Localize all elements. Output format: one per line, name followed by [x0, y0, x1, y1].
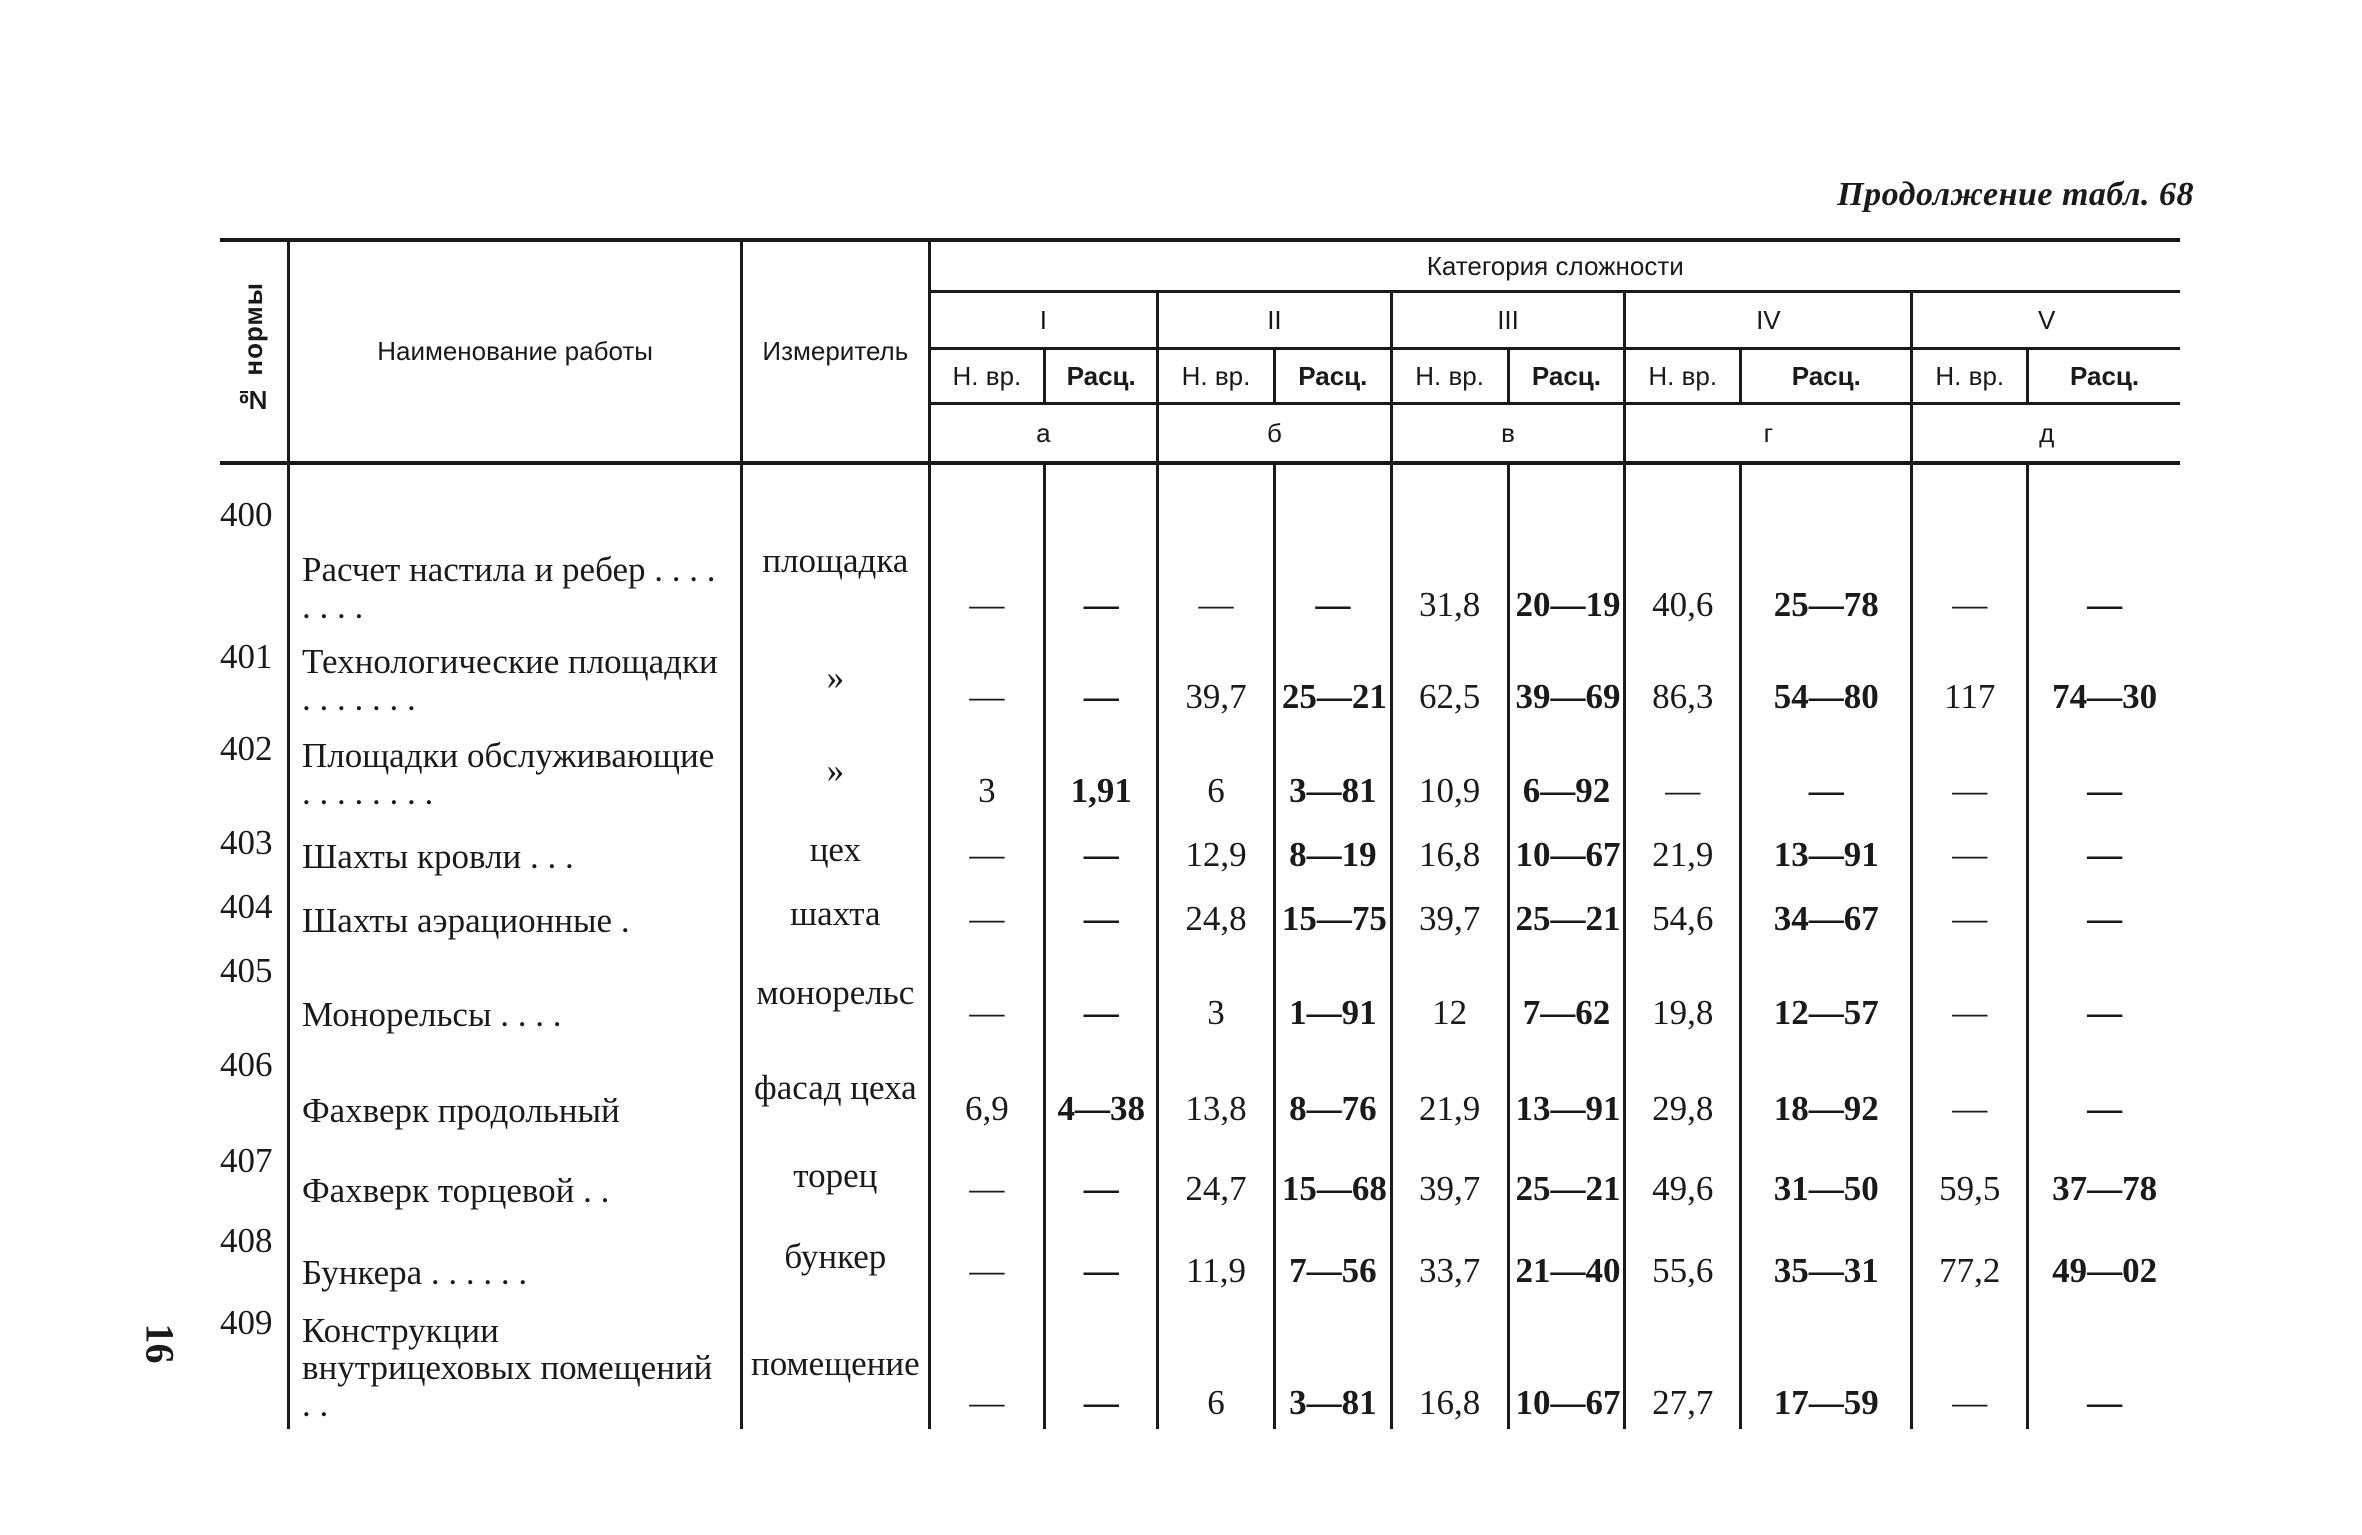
rate-a: —: [1045, 463, 1158, 631]
rate-a: —: [1045, 945, 1158, 1039]
time-d: —: [1912, 1297, 2028, 1429]
header-rate-d: Расц.: [2028, 349, 2180, 404]
rate-g: 18—92: [1741, 1039, 1912, 1135]
time-a: —: [929, 463, 1045, 631]
rate-v: 7—62: [1508, 945, 1625, 1039]
time-b: 24,7: [1158, 1135, 1275, 1215]
time-b: 39,7: [1158, 631, 1275, 723]
time-b: 11,9: [1158, 1215, 1275, 1297]
rate-v: 39—69: [1508, 631, 1625, 723]
time-g: 27,7: [1625, 1297, 1741, 1429]
rate-a: —: [1045, 1297, 1158, 1429]
time-a: —: [929, 1297, 1045, 1429]
unit: »: [742, 631, 929, 723]
rate-g: 25—78: [1741, 463, 1912, 631]
time-v: 31,8: [1391, 463, 1508, 631]
header-letter-d: д: [1912, 404, 2180, 464]
header-letter-b: б: [1158, 404, 1392, 464]
header-time-a: Н. вр.: [929, 349, 1045, 404]
rate-b: 8—76: [1274, 1039, 1391, 1135]
norm-number: 408: [220, 1215, 288, 1297]
table-row: [220, 1135, 2180, 1215]
work-name: Фахверк торцевой . .: [288, 1135, 741, 1215]
table-row: [220, 1039, 2180, 1135]
time-a: —: [929, 881, 1045, 945]
norm-number: 400: [220, 463, 288, 631]
rate-b: 15—75: [1274, 881, 1391, 945]
time-b: —: [1158, 463, 1275, 631]
rate-g: 35—31: [1741, 1215, 1912, 1297]
time-b: 6: [1158, 1297, 1275, 1429]
header-norm-number-label: № нормы: [237, 281, 268, 415]
rate-a: —: [1045, 631, 1158, 723]
rate-d: 49—02: [2052, 1251, 2158, 1290]
time-d: 77,2: [1912, 1215, 2028, 1297]
norms-table: [220, 238, 2180, 1429]
rate-v: 20—19: [1508, 463, 1625, 631]
time-b: 3: [1158, 945, 1275, 1039]
time-d: 59,5: [1912, 1135, 2028, 1215]
work-name: Расчет настила и ребер . . . . . . . .: [288, 463, 741, 631]
unit: площадка: [742, 463, 929, 631]
rate-d: —: [2087, 1383, 2123, 1422]
rate-b: 1—91: [1274, 945, 1391, 1039]
header-unit: Измеритель: [742, 240, 929, 463]
time-v: 39,7: [1391, 1135, 1508, 1215]
time-a: 6,9: [929, 1039, 1045, 1135]
norm-number: 402: [220, 723, 288, 817]
unit: торец: [742, 1135, 929, 1215]
rate-v: 25—21: [1508, 1135, 1625, 1215]
rate-a: —: [1045, 817, 1158, 881]
work-name: Бункера . . . . . .: [288, 1215, 741, 1297]
time-a: —: [929, 1135, 1045, 1215]
time-g: 29,8: [1625, 1039, 1741, 1135]
norm-number: 405: [220, 945, 288, 1039]
time-v: 21,9: [1391, 1039, 1508, 1135]
rate-d: —: [2087, 899, 2123, 938]
time-a: —: [929, 631, 1045, 723]
table-row: [220, 881, 2180, 945]
header-complexity: Категория сложности: [929, 240, 2180, 292]
table-continuation-header: Продолжение табл. 68: [1837, 176, 2194, 213]
header-time-b: Н. вр.: [1158, 349, 1275, 404]
work-name: Конструкции внутрицеховых помещений . .: [288, 1297, 741, 1429]
rate-b: 3—81: [1274, 1297, 1391, 1429]
time-v: 33,7: [1391, 1215, 1508, 1297]
unit: фасад цеха: [742, 1039, 929, 1135]
rate-g: 13—91: [1741, 817, 1912, 881]
time-g: 40,6: [1625, 463, 1741, 631]
time-a: 3: [929, 723, 1045, 817]
header-rate-g: Расц.: [1741, 349, 1912, 404]
rate-d: —: [2087, 771, 2123, 810]
time-d: 117: [1912, 631, 2028, 723]
unit: цех: [742, 817, 929, 881]
rate-d: —: [2087, 835, 2123, 874]
page-number: 16: [137, 1323, 183, 1364]
time-b: 13,8: [1158, 1039, 1275, 1135]
table-row: [220, 817, 2180, 881]
time-b: 12,9: [1158, 817, 1275, 881]
work-name: Шахты кровли . . .: [288, 817, 741, 881]
rate-b: 3—81: [1274, 723, 1391, 817]
header-category-1: I: [929, 292, 1158, 349]
time-b: 6: [1158, 723, 1275, 817]
work-name: Шахты аэрационные .: [288, 881, 741, 945]
table-body: [220, 463, 2180, 1429]
time-d: —: [1912, 463, 2028, 631]
time-g: 49,6: [1625, 1135, 1741, 1215]
rate-a: 1,91: [1045, 723, 1158, 817]
header-rate-a: Расц.: [1045, 349, 1158, 404]
norm-number: 409: [220, 1297, 288, 1429]
rate-a: —: [1045, 1135, 1158, 1215]
header-category-3: III: [1391, 292, 1625, 349]
rate-v: 25—21: [1508, 881, 1625, 945]
time-v: 16,8: [1391, 1297, 1508, 1429]
work-name: Площадки обслуживающие . . . . . . . .: [288, 723, 741, 817]
rate-v: 6—92: [1508, 723, 1625, 817]
table-row: [220, 945, 2180, 1039]
norm-number: 407: [220, 1135, 288, 1215]
rate-g: 34—67: [1741, 881, 1912, 945]
time-v: 10,9: [1391, 723, 1508, 817]
header-time-g: Н. вр.: [1625, 349, 1741, 404]
unit: монорельс: [742, 945, 929, 1039]
time-g: 55,6: [1625, 1215, 1741, 1297]
header-letter-g: г: [1625, 404, 1912, 464]
rate-a: —: [1045, 881, 1158, 945]
rate-a: 4—38: [1045, 1039, 1158, 1135]
header-category-2: II: [1158, 292, 1392, 349]
rate-b: 7—56: [1274, 1215, 1391, 1297]
rate-b: 15—68: [1274, 1135, 1391, 1215]
table-row: [220, 1297, 2180, 1429]
table-row: [220, 723, 2180, 817]
rate-v: 10—67: [1508, 1297, 1625, 1429]
rate-d: 74—30: [2052, 677, 2158, 716]
header-letter-a: а: [929, 404, 1158, 464]
rate-b: 8—19: [1274, 817, 1391, 881]
header-time-d: Н. вр.: [1912, 349, 2028, 404]
work-name: Фахверк продольный: [288, 1039, 741, 1135]
table-row: [220, 1215, 2180, 1297]
time-v: 16,8: [1391, 817, 1508, 881]
time-d: —: [1912, 881, 2028, 945]
rate-d: 37—78: [2052, 1169, 2158, 1208]
time-d: —: [1912, 817, 2028, 881]
time-a: —: [929, 945, 1045, 1039]
time-g: 86,3: [1625, 631, 1741, 723]
time-v: 12: [1391, 945, 1508, 1039]
header-work-name: Наименование работы: [288, 240, 741, 463]
table-row: [220, 631, 2180, 723]
time-a: —: [929, 817, 1045, 881]
rate-g: 54—80: [1741, 631, 1912, 723]
header-rate-v: Расц.: [1508, 349, 1625, 404]
norm-number: 404: [220, 881, 288, 945]
header-category-5: V: [1912, 292, 2180, 349]
rate-d: —: [2087, 1089, 2123, 1128]
unit: бункер: [742, 1215, 929, 1297]
table-row: [220, 463, 2180, 631]
norm-number: 401: [220, 631, 288, 723]
time-g: 21,9: [1625, 817, 1741, 881]
work-name: Технологические площадки . . . . . . .: [288, 631, 741, 723]
unit: шахта: [742, 881, 929, 945]
unit: »: [742, 723, 929, 817]
table-header: [220, 240, 2180, 463]
rate-v: 10—67: [1508, 817, 1625, 881]
rate-v: 21—40: [1508, 1215, 1625, 1297]
time-g: 19,8: [1625, 945, 1741, 1039]
rate-g: 17—59: [1741, 1297, 1912, 1429]
rate-d: —: [2087, 993, 2123, 1032]
norm-number: 403: [220, 817, 288, 881]
rate-b: 25—21: [1274, 631, 1391, 723]
time-a: —: [929, 1215, 1045, 1297]
time-d: —: [1912, 945, 2028, 1039]
time-v: 62,5: [1391, 631, 1508, 723]
header-time-v: Н. вр.: [1391, 349, 1508, 404]
rate-g: 12—57: [1741, 945, 1912, 1039]
rate-g: 31—50: [1741, 1135, 1912, 1215]
header-category-4: IV: [1625, 292, 1912, 349]
rate-g: —: [1741, 723, 1912, 817]
time-g: 54,6: [1625, 881, 1741, 945]
unit: помещение: [742, 1297, 929, 1429]
time-d: —: [1912, 1039, 2028, 1135]
rate-v: 13—91: [1508, 1039, 1625, 1135]
rate-b: —: [1274, 463, 1391, 631]
time-g: —: [1625, 723, 1741, 817]
rate-d: —: [2087, 585, 2123, 624]
header-norm-number: [220, 240, 288, 463]
time-v: 39,7: [1391, 881, 1508, 945]
header-rate-b: Расц.: [1274, 349, 1391, 404]
time-d: —: [1912, 723, 2028, 817]
time-b: 24,8: [1158, 881, 1275, 945]
norm-number: 406: [220, 1039, 288, 1135]
rate-a: —: [1045, 1215, 1158, 1297]
work-name: Монорельсы . . . .: [288, 945, 741, 1039]
header-letter-v: в: [1391, 404, 1625, 464]
